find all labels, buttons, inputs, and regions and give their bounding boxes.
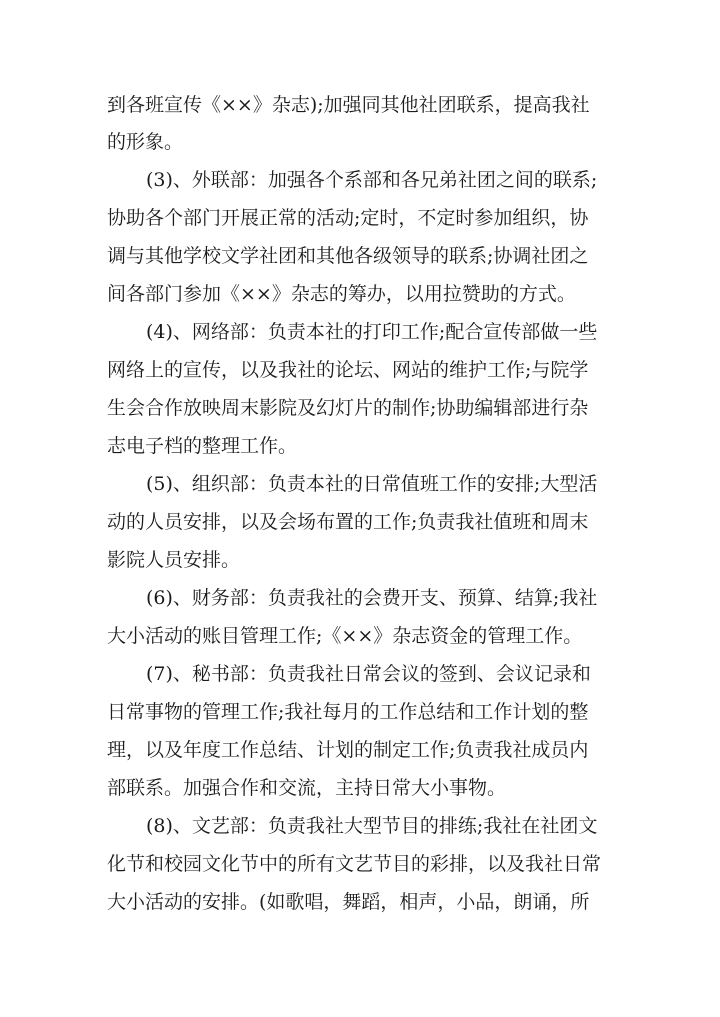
text-line: 协助各个部门开展正常的活动;定时，不定时参加组织，协 [107, 207, 589, 229]
text-line: (4)、网络部：负责本社的打印工作;配合宣传部做一些 [146, 321, 598, 343]
text-line: 的形象。 [107, 131, 184, 153]
text-line: 间各部门参加《××》杂志的筹办，以用拉赞助的方式。 [107, 283, 576, 305]
text-line: 大小活动的账目管理工作;《××》杂志资金的管理工作。 [107, 625, 583, 647]
text-line: 日常事物的管理工作;我社每月的工作总结和工作计划的整 [107, 701, 589, 723]
text-line: 影院人员安排。 [107, 549, 241, 571]
text-line: 大小活动的安排。(如歌唱，舞蹈，相声，小品，朗诵，所 [107, 891, 590, 913]
text-line: (7)、秘书部：负责我社日常会议的签到、会议记录和 [146, 663, 591, 685]
text-line: 理，以及年度工作总结、计划的制定工作;负责我社成员内 [107, 739, 589, 761]
text-line: (8)、文艺部：负责我社大型节目的排练;我社在社团文 [146, 815, 598, 837]
text-line: 部联系。加强合作和交流，主持日常大小事物。 [107, 777, 507, 799]
text-line: (3)、外联部：加强各个系部和各兄弟社团之间的联系; [146, 169, 598, 191]
text-line: 调与其他学校文学社团和其他各级领导的联系;协调社团之 [107, 245, 589, 267]
text-line: 化节和校园文化节中的所有文艺节目的彩排，以及我社日常 [107, 853, 602, 875]
text-line: 动的人员安排，以及会场布置的工作;负责我社值班和周末 [107, 511, 589, 533]
text-line: 生会合作放映周末影院及幻灯片的制作;协助编辑部进行杂 [107, 397, 589, 419]
text-line: (6)、财务部：负责我社的会费开支、预算、结算;我社 [146, 587, 598, 609]
text-line: (5)、组织部：负责本社的日常值班工作的安排;大型活 [146, 473, 598, 495]
text-line: 志电子档的整理工作。 [107, 435, 298, 457]
text-line: 到各班宣传《××》杂志);加强同其他社团联系，提高我社 [107, 94, 590, 116]
text-line: 网络上的宣传，以及我社的论坛、网站的维护工作;与院学 [107, 359, 589, 381]
